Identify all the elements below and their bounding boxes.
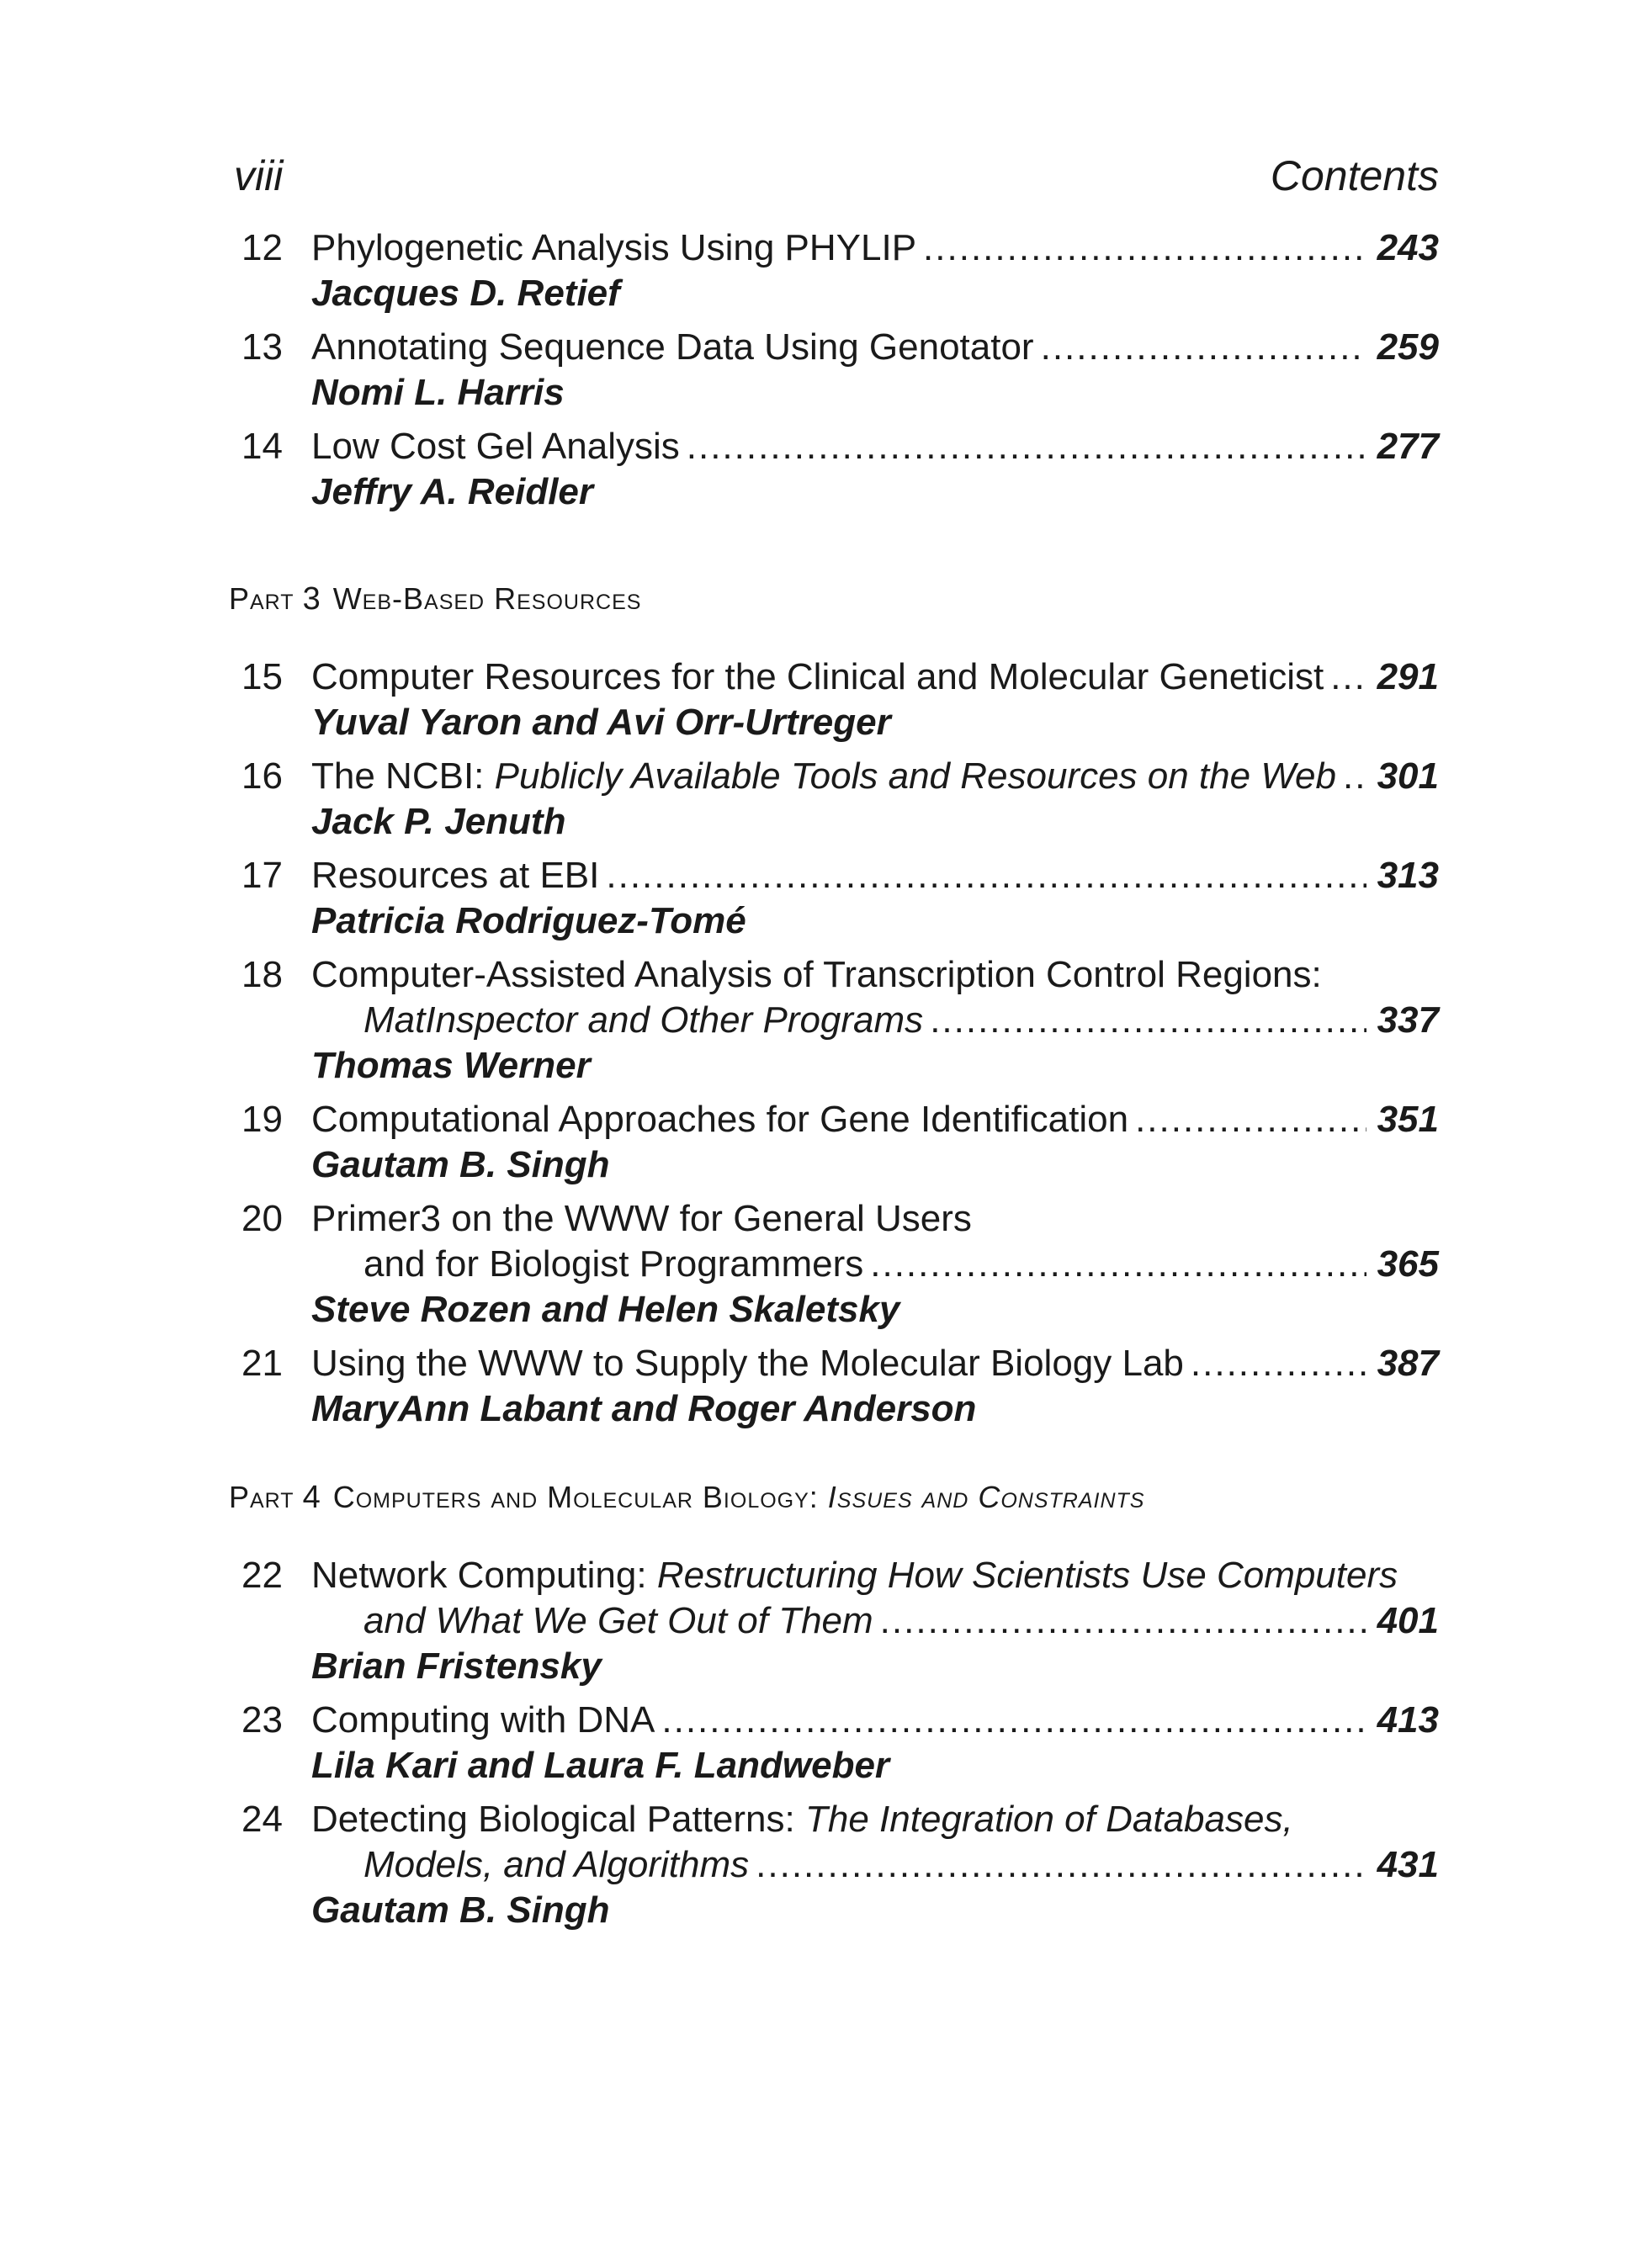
toc-entry bbox=[229, 1097, 1439, 1188]
toc-entry bbox=[229, 424, 1439, 515]
chapter-title-italic: Publicly Available Tools and Resources on the Web bbox=[494, 755, 1337, 797]
part-number: 3 bbox=[302, 581, 321, 617]
chapter-title-plain: The NCBI: bbox=[311, 755, 495, 797]
chapter-page: 431 bbox=[1377, 1844, 1439, 1885]
toc-entry bbox=[229, 1196, 1439, 1333]
part-title: Web-Based Resources bbox=[332, 581, 642, 616]
chapter-author: Yuval Yaron and Avi Orr-Urtreger bbox=[311, 702, 891, 743]
chapter-title-continued: MatInspector and Other Programs bbox=[363, 999, 924, 1041]
chapter-title[interactable] bbox=[311, 1553, 1439, 1598]
chapter-author: Nomi L. Harris bbox=[311, 372, 565, 413]
chapter-page: 313 bbox=[1377, 855, 1439, 896]
chapter-page: 291 bbox=[1377, 656, 1439, 697]
part-label: Part bbox=[229, 581, 295, 616]
part-heading bbox=[229, 1472, 1439, 1523]
chapter-page: 365 bbox=[1377, 1243, 1439, 1285]
chapter-author: Jacques D. Retief bbox=[311, 273, 620, 314]
chapter-author: Thomas Werner bbox=[311, 1045, 591, 1086]
chapter-title-continued: and for Biologist Programmers bbox=[363, 1243, 864, 1285]
chapter-title-continued: and What We Get Out of Them bbox=[363, 1600, 873, 1641]
dot-leader bbox=[923, 225, 1366, 271]
chapter-title[interactable]: Primer3 on the WWW for General Users bbox=[311, 1198, 972, 1239]
toc-entry bbox=[229, 1797, 1439, 1933]
chapter-title-plain: Detecting Biological Patterns: bbox=[311, 1799, 805, 1840]
chapter-title-line[interactable] bbox=[311, 654, 1439, 700]
chapter-title: Low Cost Gel Analysis bbox=[311, 426, 680, 467]
toc-entry bbox=[229, 754, 1439, 845]
chapter-title bbox=[311, 754, 1336, 799]
chapter-author: Jeffry A. Reidler bbox=[311, 471, 594, 512]
chapter-number: 20 bbox=[241, 1198, 283, 1239]
chapter-title-plain: Network Computing: bbox=[311, 1555, 657, 1596]
dot-leader bbox=[930, 998, 1366, 1043]
toc-entry bbox=[229, 1698, 1439, 1788]
chapter-author: Steve Rozen and Helen Skaletsky bbox=[311, 1289, 900, 1330]
chapter-page: 351 bbox=[1377, 1099, 1439, 1140]
running-title: Contents bbox=[1270, 152, 1439, 199]
chapter-author: Brian Fristensky bbox=[311, 1645, 602, 1687]
toc-entry bbox=[229, 654, 1439, 745]
chapter-title: Computational Approaches for Gene Identification bbox=[311, 1099, 1129, 1140]
toc-entry bbox=[229, 952, 1439, 1089]
toc-entry bbox=[229, 325, 1439, 416]
chapter-number: 12 bbox=[241, 227, 283, 268]
chapter-title-line[interactable] bbox=[363, 1598, 1439, 1644]
chapter-title-line[interactable] bbox=[363, 1842, 1439, 1888]
chapter-page: 277 bbox=[1377, 426, 1439, 467]
chapter-number: 13 bbox=[241, 326, 283, 368]
chapter-title-italic: Restructuring How Scientists Use Computers bbox=[656, 1555, 1398, 1596]
table-of-contents bbox=[229, 225, 1439, 1942]
chapter-title-line[interactable] bbox=[311, 424, 1439, 469]
chapter-number: 14 bbox=[241, 426, 283, 467]
dot-leader bbox=[687, 424, 1366, 469]
chapter-number: 22 bbox=[241, 1555, 283, 1596]
dot-leader bbox=[661, 1698, 1366, 1743]
dot-leader bbox=[1041, 325, 1366, 370]
chapter-number: 21 bbox=[241, 1343, 283, 1384]
chapter-page: 413 bbox=[1377, 1699, 1439, 1741]
chapter-title[interactable]: Computer-Assisted Analysis of Transcription Control Regions: bbox=[311, 954, 1322, 995]
chapter-number: 17 bbox=[241, 855, 283, 896]
chapter-title: Phylogenetic Analysis Using PHYLIP bbox=[311, 227, 917, 268]
chapter-title: Computer Resources for the Clinical and Molecular Geneticist bbox=[311, 656, 1324, 697]
dot-leader bbox=[1343, 754, 1366, 799]
dot-leader bbox=[606, 853, 1366, 898]
toc-entry bbox=[229, 853, 1439, 944]
chapter-title-line[interactable] bbox=[311, 754, 1439, 799]
chapter-title-line[interactable] bbox=[311, 1698, 1439, 1743]
chapter-title: Annotating Sequence Data Using Genotator bbox=[311, 326, 1034, 368]
chapter-title-line[interactable] bbox=[311, 225, 1439, 271]
chapter-number: 19 bbox=[241, 1099, 283, 1140]
part-title-italic: Issues and Constraints bbox=[827, 1480, 1145, 1514]
chapter-number: 15 bbox=[241, 656, 283, 697]
chapter-page: 387 bbox=[1377, 1343, 1439, 1384]
dot-leader bbox=[756, 1842, 1366, 1888]
chapter-number: 16 bbox=[241, 755, 283, 797]
part-title: Computers and Molecular Biology: bbox=[332, 1480, 828, 1514]
chapter-page: 301 bbox=[1377, 755, 1439, 797]
chapter-number: 18 bbox=[241, 954, 283, 995]
dot-leader bbox=[1135, 1097, 1366, 1142]
chapter-number: 23 bbox=[241, 1699, 283, 1741]
toc-entry bbox=[229, 225, 1439, 316]
toc-entry bbox=[229, 1553, 1439, 1689]
dot-leader bbox=[1330, 654, 1366, 700]
chapter-number: 24 bbox=[241, 1799, 283, 1840]
chapter-page: 401 bbox=[1377, 1600, 1439, 1641]
chapter-title-line[interactable] bbox=[311, 853, 1439, 898]
chapter-author: MaryAnn Labant and Roger Anderson bbox=[311, 1388, 977, 1429]
chapter-author: Gautam B. Singh bbox=[311, 1144, 610, 1185]
chapter-title-line[interactable] bbox=[363, 1242, 1439, 1287]
part-number: 4 bbox=[302, 1480, 321, 1515]
chapter-title: Resources at EBI bbox=[311, 855, 600, 896]
page-header bbox=[229, 151, 1439, 202]
chapter-page: 337 bbox=[1377, 999, 1439, 1041]
toc-entry bbox=[229, 1341, 1439, 1432]
chapter-title-line[interactable] bbox=[311, 325, 1439, 370]
chapter-title: Using the WWW to Supply the Molecular Biology Lab bbox=[311, 1343, 1184, 1384]
chapter-author: Patricia Rodriguez-Tomé bbox=[311, 900, 746, 941]
chapter-title-line[interactable] bbox=[311, 1341, 1439, 1386]
dot-leader bbox=[870, 1242, 1366, 1287]
chapter-title-line[interactable] bbox=[363, 998, 1439, 1043]
chapter-title-italic: The Integration of Databases, bbox=[804, 1799, 1293, 1840]
chapter-author: Jack P. Jenuth bbox=[311, 801, 566, 842]
dot-leader bbox=[880, 1598, 1366, 1644]
chapter-page: 259 bbox=[1377, 326, 1439, 368]
chapter-author: Lila Kari and Laura F. Landweber bbox=[311, 1745, 890, 1786]
chapter-title[interactable] bbox=[311, 1797, 1439, 1842]
dot-leader bbox=[1191, 1341, 1366, 1386]
chapter-title-line[interactable] bbox=[311, 1097, 1439, 1142]
chapter-title-continued: Models, and Algorithms bbox=[363, 1844, 750, 1885]
chapter-title: Computing with DNA bbox=[311, 1699, 655, 1741]
chapter-author: Gautam B. Singh bbox=[311, 1889, 610, 1931]
part-heading bbox=[229, 574, 1439, 624]
chapter-page: 243 bbox=[1377, 227, 1439, 268]
page-number: viii bbox=[234, 152, 284, 199]
part-label: Part bbox=[229, 1480, 295, 1514]
